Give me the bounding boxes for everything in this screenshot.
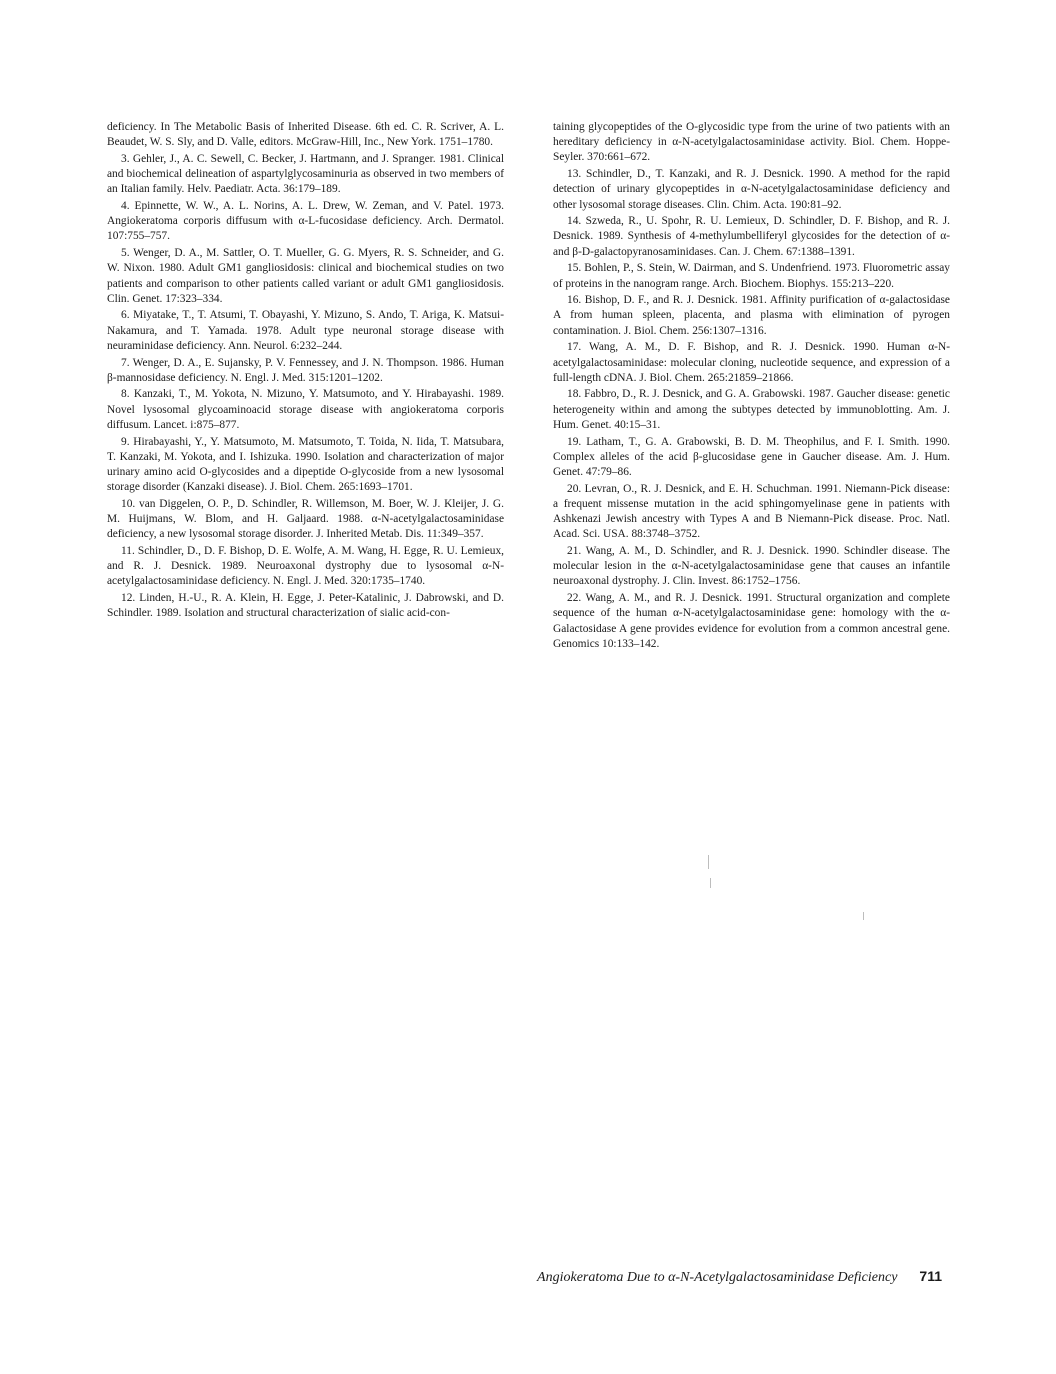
reference-list-left-column: [107, 120, 504, 623]
reference-entry: 4. Epinnette, W. W., A. L. Norins, A. L. Drew, W. Zeman, and V. Patel. 1973. Angiokeratoma corporis diffusum with α-L-fucosidase deficiency. Arch. Dermatol. 107:755–757.: [107, 200, 504, 243]
page-number: 711: [919, 1268, 942, 1284]
reference-entry: 13. Schindler, D., T. Kanzaki, and R. J. Desnick. 1990. A method for the rapid detection of urinary glycopeptides in α-N-acetylgalactosaminidase deficiency and other lysosomal storage diseases. Clin. Chim. Acta. 190:81–92.: [553, 168, 950, 211]
reference-entry: 18. Fabbro, D., R. J. Desnick, and G. A. Grabowski. 1987. Gaucher disease: genetic heterogeneity within and among the subtypes detected by immunoblotting. Am. J. Hum. Genet. 40:15–31.: [553, 388, 950, 431]
reference-entry: 9. Hirabayashi, Y., Y. Matsumoto, M. Matsumoto, T. Toida, N. Iida, T. Matsubara, T. Kanzaki, M. Yokota, and I. Ishizuka. 1990. Isolation and characterization of major urinary amino acid O-glycosides and a dipeptide O-glycoside from a new lysosomal storage disorder (Kanzaki disease). J. Biol. Chem. 265:1693–1701.: [107, 435, 504, 494]
running-footer: [440, 1268, 942, 1286]
reference-entry: 7. Wenger, D. A., E. Sujansky, P. V. Fennessey, and J. N. Thompson. 1986. Human β-mannosidase deficiency. N. Engl. J. Med. 315:1201–1202.: [107, 356, 504, 384]
reference-entry: 15. Bohlen, P., S. Stein, W. Dairman, and S. Undenfriend. 1973. Fluorometric assay of proteins in the nanogram range. Arch. Biochem. Biophys. 155:213–220.: [553, 262, 950, 290]
reference-entry: taining glycopeptides of the O-glycosidic type from the urine of two patients with an hereditary deficiency in α-N-acetylgalactosaminidase activity. Biol. Chem. Hoppe-Seyler. 370:661–672.: [553, 121, 950, 164]
reference-entry: 17. Wang, A. M., D. F. Bishop, and R. J. Desnick. 1990. Human α-N-acetylgalactosaminidase: molecular cloning, nucleotide sequence, and expression of a full-length cDNA. J. Biol. Chem. 265:21859–21866.: [553, 341, 950, 384]
reference-entry: 16. Bishop, D. F., and R. J. Desnick. 1981. Affinity purification of α-galactosidase A from human spleen, placenta, and plasma with elimination of pyrogen contamination. J. Biol. Chem. 256:1307–1316.: [553, 294, 950, 337]
reference-entry: 10. van Diggelen, O. P., D. Schindler, R. Willemson, M. Boer, W. J. Kleijer, J. G. M. Huijmans, W. Blom, and H. Galjaard. 1988. α-N-acetylgalactosaminidase deficiency, a new lysosomal storage disorder. J. Inherited Metab. Dis. 11:349–357.: [107, 497, 504, 541]
reference-entry: 8. Kanzaki, T., M. Yokota, N. Mizuno, Y. Matsumoto, and Y. Hirabayashi. 1989. Novel lysosomal glycoaminoacid storage disease with angiokeratoma corporis diffusum. Lancet. i:875–877.: [107, 388, 504, 431]
reference-list-right-column: [553, 120, 950, 653]
reference-entry: 14. Szweda, R., U. Spohr, R. U. Lemieux, D. Schindler, D. F. Bishop, and R. J. Desnick. 1989. Synthesis of 4-methylumbelliferyl glycosides for the detection of α- and β-D-galactopyranosaminidases. Can. J. Chem. 67:1388–1391.: [553, 215, 950, 258]
reference-entry: 6. Miyatake, T., T. Atsumi, T. Obayashi, Y. Mizuno, S. Ando, T. Ariga, K. Matsui-Nakamura, and T. Yamada. 1978. Adult type neuronal storage disease with neuraminidase deficiency. Ann. Neurol. 6:232–244.: [107, 309, 504, 352]
reference-entry: deficiency. In The Metabolic Basis of Inherited Disease. 6th ed. C. R. Scriver, A. L. Beaudet, W. S. Sly, and D. Valle, editors. McGraw-Hill, Inc., New York. 1751–1780.: [107, 121, 504, 149]
running-footer-title: Angiokeratoma Due to α-N-Acetylgalactosaminidase Deficiency: [537, 1270, 898, 1285]
reference-entry: 5. Wenger, D. A., M. Sattler, O. T. Mueller, G. G. Myers, R. S. Schneider, and G. W. Nixon. 1980. Adult GM1 gangliosidosis: clinical and biochemical studies on two patients and comparison to other patients called variant or adult GM1 gangliosidosis. Clin. Genet. 17:323–334.: [107, 247, 504, 305]
reference-entry: 3. Gehler, J., A. C. Sewell, C. Becker, J. Hartmann, and J. Spranger. 1981. Clinical and biochemical delineation of aspartylglycosaminuria as observed in two members of an Italian family. Helv. Paediatr. Acta. 36:179–189.: [107, 152, 504, 196]
reference-entry: 21. Wang, A. M., D. Schindler, and R. J. Desnick. 1990. Schindler disease. The molecular lesion in the α-N-acetylgalactosaminidase gene that causes an infantile neuroaxonal dystrophy. J. Clin. Invest. 86:1752–1756.: [553, 544, 950, 588]
reference-entry: 20. Levran, O., R. J. Desnick, and E. H. Schuchman. 1991. Niemann-Pick disease: a frequent missense mutation in the acid sphingomyelinase gene in patients with Ashkenazi Jewish ancestry with Types A and B Niemann-Pick disease. Proc. Natl. Acad. Sci. USA. 88:3748–3752.: [553, 482, 950, 541]
reference-entry: 19. Latham, T., G. A. Grabowski, B. D. M. Theophilus, and F. I. Smith. 1990. Complex alleles of the acid β-glucosidase gene in Gaucher disease. Am. J. Hum. Genet. 47:79–86.: [553, 435, 950, 478]
reference-entry: 22. Wang, A. M., and R. J. Desnick. 1991. Structural organization and complete sequence of the human α-N-acetylgalactosaminidase gene: homology with the α-Galactosidase A gene provides evidence for evolution from a common ancestral gene. Genomics 10:133–142.: [553, 592, 950, 650]
reference-entry: 12. Linden, H.-U., R. A. Klein, H. Egge, J. Peter-Katalinic, J. Dabrowski, and D. Schindler. 1989. Isolation and structural characterization of sialic acid-con-: [107, 592, 504, 620]
reference-entry: 11. Schindler, D., D. F. Bishop, D. E. Wolfe, A. M. Wang, H. Egge, R. U. Lemieux, and R. J. Desnick. 1989. Neuroaxonal dystrophy due to lysosomal α-N-acetylgalactosaminidase deficiency. N. Engl. J. Med. 320:1735–1740.: [107, 544, 504, 588]
